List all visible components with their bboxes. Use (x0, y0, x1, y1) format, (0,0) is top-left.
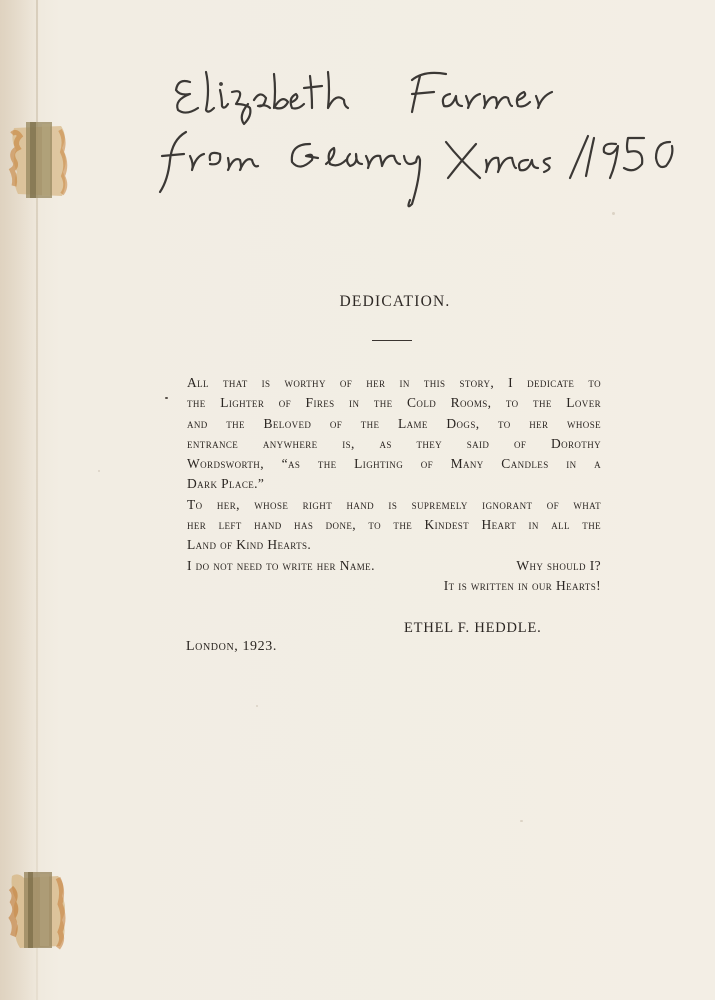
dedication-body (187, 373, 601, 596)
dedication-line: Wordsworth, “as the Lighting of Many Candles in a (187, 456, 601, 472)
dedication-line: her left hand has done, to the Kindest Heart in all the (187, 517, 601, 533)
handwritten-inscription (150, 60, 705, 220)
paper-speck (612, 212, 615, 215)
paper-speck (256, 705, 258, 707)
dedication-line: Dark Place.” (187, 476, 265, 492)
dedication-line: and the Beloved of the Lame Dogs, to her whose (187, 415, 601, 431)
dedication-line: entrance anywhere is, as they said of Dorothy (187, 435, 601, 451)
paper-speck (98, 470, 100, 472)
dedication-line: To her, whose right hand is supremely ignorant of what (187, 496, 601, 512)
tape-remnant-top (8, 120, 70, 200)
closing-final-line: It is written in our Hearts! (443, 577, 601, 593)
place-and-date: London, 1923. (186, 639, 277, 654)
dedication-line: All that is worthy of her in this story, I dedicate to (187, 375, 601, 390)
dedication-line: the Lighter of Fires in the Cold Rooms, to the Lover (187, 395, 601, 411)
closing-line (187, 556, 601, 576)
closing-right-text: Why should I? (516, 557, 601, 573)
paper-speck (520, 820, 523, 822)
tape-remnant-bottom (8, 870, 70, 950)
margin-mark (165, 397, 168, 399)
heading-rule (372, 340, 412, 341)
dedication-heading: DEDICATION. (339, 293, 451, 310)
closing-left-text: I do not need to write her Name. (187, 557, 375, 573)
author-signature: ETHEL F. HEDDLE. (404, 620, 542, 636)
dedication-line: Land of Kind Hearts. (187, 537, 312, 553)
